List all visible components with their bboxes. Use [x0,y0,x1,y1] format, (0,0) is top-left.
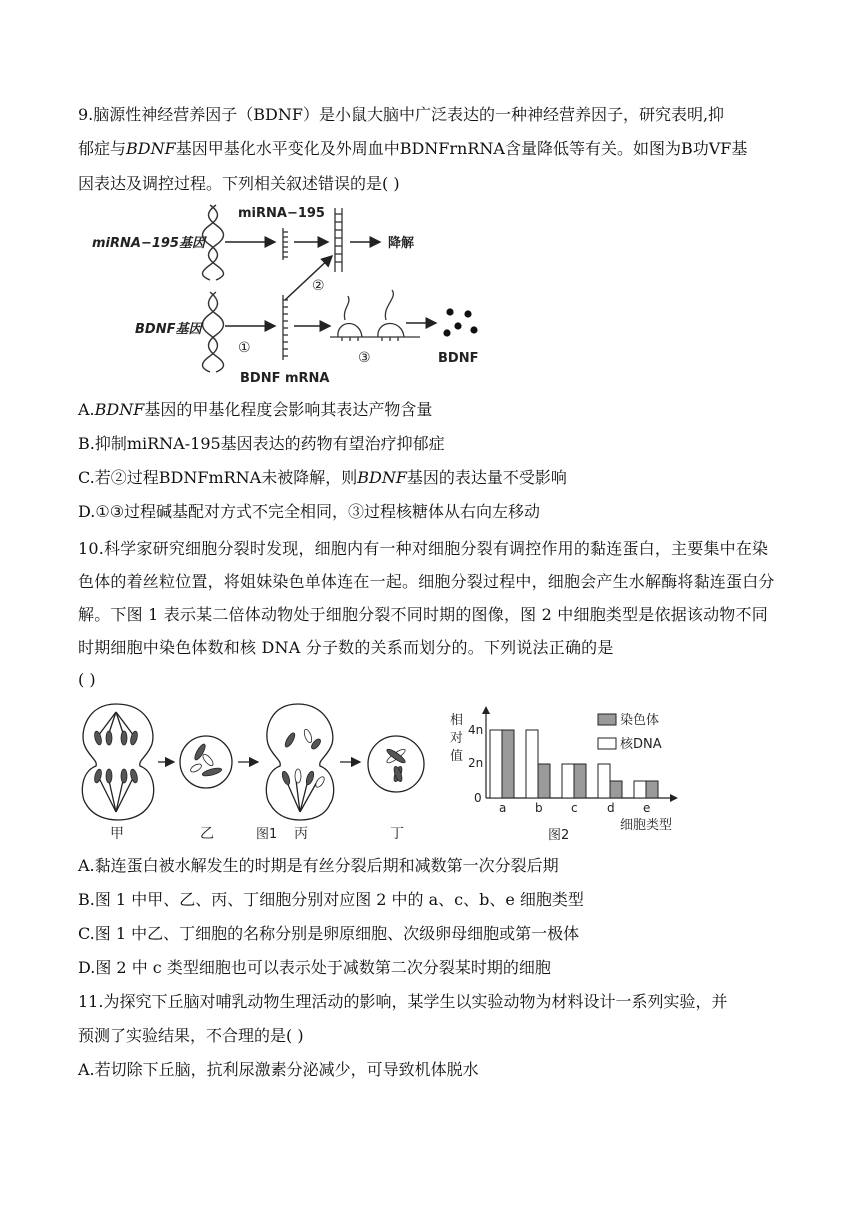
step-1-label: ① [238,340,251,356]
legend-label-dna: 核DNA [620,737,662,752]
q10-option-a: A.黏连蛋白被水解发生的时期是有丝分裂后期和减数第一次分裂后期 [78,856,559,875]
q11-option-a: A.若切除下丘脑，抗利尿激素分泌减少，可导致机体脱水 [78,1060,479,1079]
option-text: 基因的甲基化程度会影响其表达产物含量 [144,400,433,419]
bar-chromosome-e [646,781,658,798]
q9-gene-name: BDNF [94,400,145,419]
bar-chromosome-a [502,730,514,798]
y-tick-0: 0 [474,791,482,805]
cell-yi [180,736,232,788]
mirna-label: miRNA−195 [238,206,325,221]
q9-stem-line-1: 9.脑源性神经营养因子（BDNF）是小鼠大脑中广泛表达的一种神经营养因子，研究表明,抑 [78,105,725,124]
option-text: C.若②过程BDNFmRNA未被降解，则 [78,468,358,487]
bar-dna-d [598,764,610,798]
q9-gene-name: BDNF [357,468,407,487]
bar-chromosome-b [538,764,550,798]
bdnf-expression-diagram [80,200,500,390]
q10-option-b: B.图 1 中甲、乙、丙、丁细胞分别对应图 2 中的 a、c、b、e 细胞类型 [78,890,584,909]
x-axis-arrow [670,794,678,802]
q9-option-b: B.抑制miRNA-195基因表达的药物有望治疗抑郁症 [78,434,445,453]
mirna-mrna-complex [335,208,342,272]
bar-dna-a [490,730,502,798]
bdnf-gene-helix [203,292,224,372]
fig2-caption: 图2 [548,828,570,843]
q10-stem: 10.科学家研究细胞分裂时发现，细胞内有一种对细胞分裂有调控作用的黏连蛋白，主要集中在染色体的着丝粒位置，将姐妹染色单体连在一起。细胞分裂过程中，细胞会产生水解酶将黏连蛋白分解。下图 1 表示某二倍体动物处于细胞分裂不同时期的图像，图 2 中细胞类型是依据该动物不同时期细胞中染色体数和核 DNA 分子数的关系而划分的。下列说法正确的是 [78,539,775,657]
y-title-char: 相 [450,713,464,728]
degrade-label: 降解 [388,236,415,251]
cell-label-ding: 丁 [390,826,404,842]
chromosomes-jia [93,730,138,783]
option-letter: A. [78,400,95,419]
step-2-label: ② [312,278,325,294]
bar-dna-b [526,730,538,798]
q9-gene-name: BDNF [126,139,176,158]
y-axis-title [450,712,463,764]
arrow-step-2 [285,256,332,300]
y-tick-2n: 2n [468,756,484,770]
cell-ding [368,736,424,792]
cell-division-figure [78,700,438,842]
translation-ribosomes [330,290,420,341]
x-tick-b: b [535,801,543,815]
cell-bing [266,704,333,820]
cell-label-yi: 乙 [200,826,214,842]
mirna-gene-label: miRNA−195基因 [92,236,205,251]
cell-label-bing: 丙 [294,826,308,842]
bar-chromosome-d [610,781,622,798]
x-tick-a: a [499,801,507,815]
q10-option-c: C.图 1 中乙、丁细胞的名称分别是卵原细胞、次级卵母细胞或第一极体 [78,924,580,943]
mirna-strand [283,228,288,260]
q9-stem-text: 郁症与 [78,139,127,158]
bar-dna-c [562,764,574,798]
cell-label-jia: 甲 [110,826,124,842]
q9-stem-text: 基因甲基化水平变化及外周血中BDNFrnRNA含量降低等有关。如图为B功VF基 [175,139,748,158]
q9-option-a [78,398,432,422]
x-tick-e: e [643,801,651,815]
fig1-caption: 图1 [256,827,278,842]
q11-stem-line-1: 11.为探究下丘脑对哺乳动物生理活动的影响，某学生以实验动物为材料设计一系列实验，并 [78,992,728,1011]
bdnf-protein-dots [443,308,477,336]
q11-stem-line-2: 预测了实验结果，不合理的是( ) [78,1026,304,1045]
bar-dna-e [634,781,646,798]
cell-type-bar-chart [446,702,696,848]
bdnf-gene-label: BDNF基因 [135,322,202,337]
y-title-char: 对 [450,731,464,746]
q10-stem-end: ( ) [78,670,96,689]
bdnf-protein-label: BDNF [438,351,479,366]
q9-option-c [78,466,567,490]
x-tick-c: c [571,801,578,815]
chromosomes-bing [281,728,326,788]
q9-option-d: D.①③过程碱基配对方式不完全相同，③过程核糖体从右向左移动 [78,502,541,521]
y-tick-4n: 4n [468,723,484,737]
x-tick-labels [499,801,650,815]
q10-option-d: D.图 2 中 c 类型细胞也可以表示处于减数第二次分裂某时期的细胞 [78,958,551,977]
bdnf-mrna-strand [283,295,288,360]
option-text: 基因的表达量不受影响 [406,468,567,487]
legend-label-chromosome: 染色体 [620,713,660,728]
mirna-gene-helix [203,205,224,280]
step-3-label: ③ [358,350,371,366]
y-axis-arrow [482,706,490,714]
x-axis-title: 细胞类型 [620,818,673,833]
y-title-char: 值 [450,749,464,764]
cell-jia [82,704,153,820]
q9-stem-line-3: 因表达及调控过程。下列相关叙述错误的是( ) [78,174,400,193]
q9-stem-line-2 [78,137,747,161]
legend-swatch-dna [598,738,616,749]
x-tick-d: d [607,801,615,815]
bdnf-mrna-label: BDNF mRNA [240,371,330,386]
legend-swatch-chromosome [598,714,616,725]
bar-chromosome-c [574,764,586,798]
